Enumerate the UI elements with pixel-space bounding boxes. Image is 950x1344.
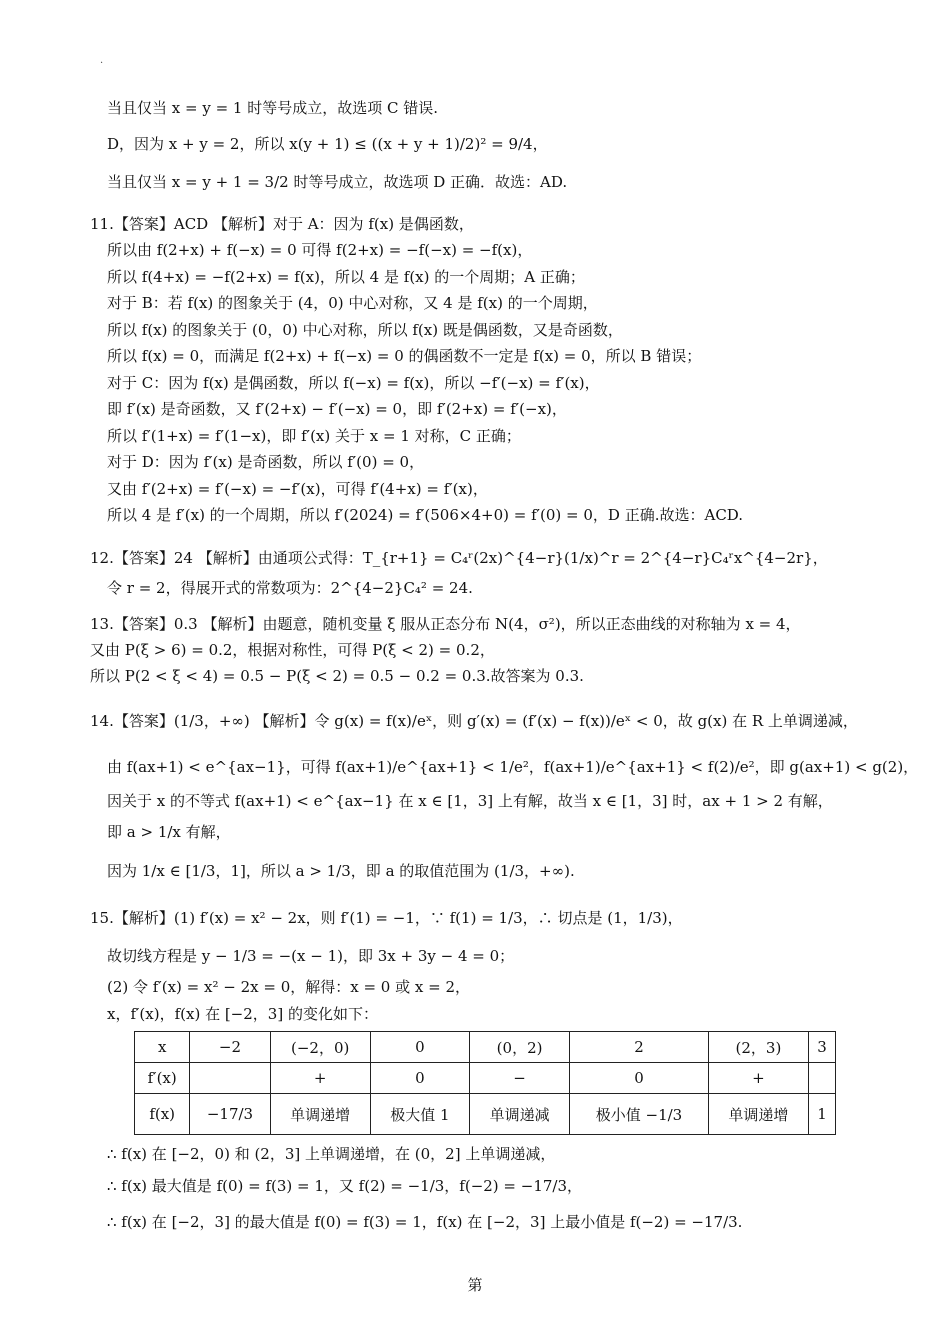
table-cell: 1 xyxy=(809,1094,836,1135)
text-line: 所以 f(x) = 0，而满足 f(2+x) + f(−x) = 0 的偶函数不一定是 f(x) = 0，所以 B 错误； xyxy=(107,347,702,365)
table-cell: 0 xyxy=(370,1032,469,1063)
table-cell: −17/3 xyxy=(190,1094,270,1135)
text-line: ∴ f(x) 最大值是 f(0) = f(3) = 1，又 f(2) = −1/3，f(−2) = −17/3， xyxy=(107,1177,583,1195)
table-cell: 单调递减 xyxy=(469,1094,569,1135)
table-cell: 单调递增 xyxy=(270,1094,370,1135)
text-line: 所以 f(x) 的图象关于 (0，0) 中心对称，所以 f(x) 既是偶函数，又是奇函数， xyxy=(107,321,623,339)
table-cell: + xyxy=(708,1063,808,1094)
text-line: x，f′(x)，f(x) 在 [−2，3] 的变化如下： xyxy=(107,1005,378,1023)
table-cell: (−2，0) xyxy=(270,1032,370,1063)
table-cell xyxy=(809,1063,836,1094)
text-line: 当且仅当 x = y + 1 = 3/2 时等号成立，故选项 D 正确．故选：AD. xyxy=(107,173,568,191)
variation-table xyxy=(134,1031,836,1135)
table-cell: − xyxy=(469,1063,569,1094)
table-cell: 3 xyxy=(809,1032,836,1063)
table-cell: f′(x) xyxy=(135,1063,190,1094)
table-row xyxy=(135,1094,836,1135)
text-line: 当且仅当 x = y = 1 时等号成立，故选项 C 错误. xyxy=(107,99,439,117)
text-line: 又由 f′(2+x) = f′(−x) = −f′(x)，可得 f′(4+x) = f′(x)， xyxy=(107,480,488,498)
table-cell: + xyxy=(270,1063,370,1094)
text-line: D，因为 x + y = 2，所以 x(y + 1) ≤ ((x + y + 1)/2)² = 9/4， xyxy=(107,135,548,153)
text-line: 所以 P(2 < ξ < 4) = 0.5 − P(ξ < 2) = 0.5 − 0.2 = 0.3.故答案为 0.3. xyxy=(90,667,584,685)
text-line: 由 f(ax+1) < e^{ax−1}，可得 f(ax+1)/e^{ax+1} < 1/e²，f(ax+1)/e^{ax+1} < f(2)/e²，即 g(ax+1) < g(2)， xyxy=(107,758,919,776)
text-line: 故切线方程是 y − 1/3 = −(x − 1)，即 3x + 3y − 4 = 0； xyxy=(107,947,515,965)
text-line: 因为 1/x ∈ [1/3，1]，所以 a > 1/3，即 a 的取值范围为 (1/3，+∞). xyxy=(107,862,575,880)
table-cell: 单调递增 xyxy=(708,1094,808,1135)
text-line: 即 a > 1/x 有解， xyxy=(107,823,231,841)
table-cell: 0 xyxy=(570,1063,709,1094)
text-line: 对于 C：因为 f(x) 是偶函数，所以 f(−x) = f(x)，所以 −f′(−x) = f′(x)， xyxy=(107,374,600,392)
text-line: 又由 P(ξ > 6) = 0.2，根据对称性，可得 P(ξ < 2) = 0.2， xyxy=(90,641,495,659)
text-line: 所以 4 是 f′(x) 的一个周期，所以 f′(2024) = f′(506×4+0) = f′(0) = 0，D 正确.故选：ACD. xyxy=(107,506,744,524)
table-cell: (2，3) xyxy=(708,1032,808,1063)
page-footer: 第 xyxy=(467,1276,483,1294)
text-line: 即 f′(x) 是奇函数，又 f′(2+x) − f′(−x) = 0，即 f′(2+x) = f′(−x)， xyxy=(107,400,567,418)
table-cell: f(x) xyxy=(135,1094,190,1135)
text-line: 因关于 x 的不等式 f(ax+1) < e^{ax−1} 在 x ∈ [1，3] 上有解，故当 x ∈ [1，3] 时，ax + 1 > 2 有解， xyxy=(107,792,833,810)
table-cell: x xyxy=(135,1032,190,1063)
question-13-heading: 13.【答案】0.3 【解析】由题意，随机变量 ξ 服从正态分布 N(4，σ²)，所以正态曲线的对称轴为 x = 4， xyxy=(90,615,801,633)
table-cell: 2 xyxy=(570,1032,709,1063)
table-cell: (0，2) xyxy=(469,1032,569,1063)
text-line: 对于 B：若 f(x) 的图象关于 (4，0) 中心对称，又 4 是 f(x) 的一个周期， xyxy=(107,294,598,312)
question-12-heading: 12.【答案】24 【解析】由通项公式得：T_{r+1} = C₄ʳ(2x)^{4−r}(1/x)^r = 2^{4−r}C₄ʳx^{4−2r}， xyxy=(90,549,828,567)
table-cell: 0 xyxy=(370,1063,469,1094)
question-15-heading: 15.【解析】(1) f′(x) = x² − 2x，则 f′(1) = −1，∵ f(1) = 1/3，∴ 切点是 (1，1/3)， xyxy=(90,909,683,927)
table-cell: 极大值 1 xyxy=(370,1094,469,1135)
text-line: 所以 f′(1+x) = f′(1−x)，即 f′(x) 关于 x = 1 对称，C 正确； xyxy=(107,427,521,445)
text-line: ∴ f(x) 在 [−2，0) 和 (2，3] 上单调递增，在 (0，2] 上单调递减， xyxy=(107,1145,556,1163)
table-cell: 极小值 −1/3 xyxy=(570,1094,709,1135)
text-line: 所以 f(4+x) = −f(2+x) = f(x)，所以 4 是 f(x) 的一个周期；A 正确； xyxy=(107,268,585,286)
question-14-heading: 14.【答案】(1/3，+∞) 【解析】令 g(x) = f(x)/eˣ，则 g′(x) = (f′(x) − f(x))/eˣ < 0，故 g(x) 在 R 上单调递减， xyxy=(90,712,858,730)
table-row xyxy=(135,1063,836,1094)
table-row xyxy=(135,1032,836,1063)
table-cell: −2 xyxy=(190,1032,270,1063)
question-11-heading: 11.【答案】ACD 【解析】对于 A：因为 f(x) 是偶函数， xyxy=(90,215,474,233)
table-cell xyxy=(190,1063,270,1094)
page-marker: · xyxy=(100,58,104,69)
text-line: (2) 令 f′(x) = x² − 2x = 0，解得：x = 0 或 x = 2， xyxy=(107,978,470,996)
text-line: ∴ f(x) 在 [−2，3] 的最大值是 f(0) = f(3) = 1，f(x) 在 [−2，3] 上最小值是 f(−2) = −17/3. xyxy=(107,1213,743,1231)
text-line: 所以由 f(2+x) + f(−x) = 0 可得 f(2+x) = −f(−x) = −f(x)， xyxy=(107,241,533,259)
text-line: 令 r = 2，得展开式的常数项为：2^{4−2}C₄² = 24. xyxy=(107,579,473,597)
text-line: 对于 D：因为 f′(x) 是奇函数，所以 f′(0) = 0， xyxy=(107,453,425,471)
